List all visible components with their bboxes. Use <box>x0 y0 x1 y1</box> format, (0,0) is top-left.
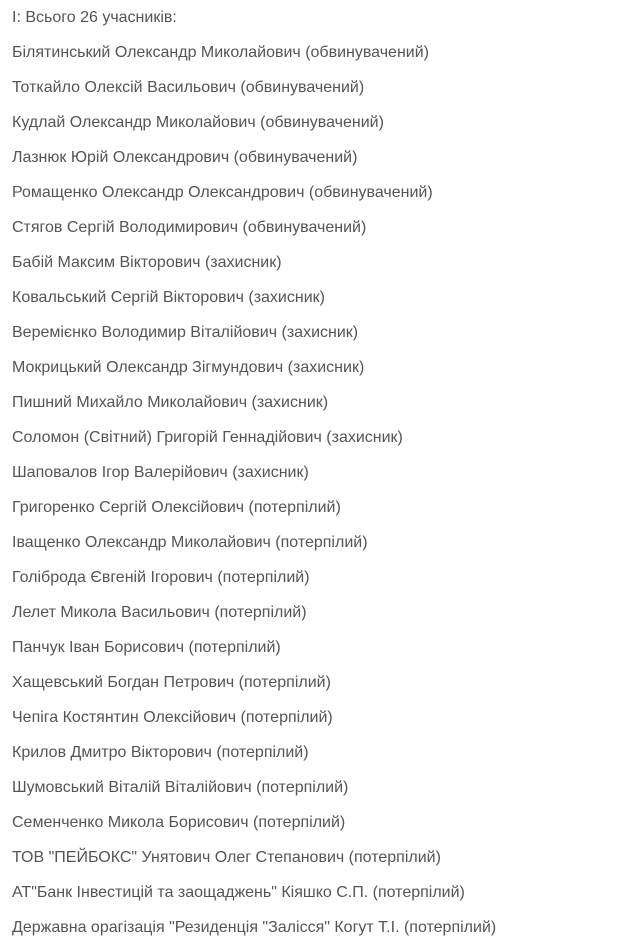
participant-line: Григоренко Сергій Олексійович (потерпілий) <box>12 499 341 516</box>
participant-line: АТ"Банк Інвестицій та заощаджень" Кіяшко С.П. (потерпілий) <box>12 884 465 901</box>
participant-line: Стягов Сергій Володимирович (обвинувачений) <box>12 219 367 236</box>
participant-line: Шумовський Віталій Віталійович (потерпілий) <box>12 779 349 796</box>
participant-line: Кудлай Олександр Миколайович (обвинувачений) <box>12 114 384 131</box>
participant-line: Тоткайло Олексій Васильович (обвинувачений) <box>12 79 365 96</box>
participant-line: Державна орагізація "Резиденція "Залісся" Когут Т.І. (потерпілий) <box>12 919 497 936</box>
participant-line: Ромащенко Олександр Олександрович (обвинувачений) <box>12 184 433 201</box>
participant-line: Пишний Михайло Миколайович (захисник) <box>12 394 329 411</box>
participant-line: Лелет Микола Васильович (потерпілий) <box>12 604 307 621</box>
participant-line: Голіброда Євгеній Ігорович (потерпілий) <box>12 569 310 586</box>
participant-line: Іващенко Олександр Миколайович (потерпілий) <box>12 534 368 551</box>
participant-line: Хащевський Богдан Петрович (потерпілий) <box>12 674 331 691</box>
participant-line: Соломон (Світний) Григорій Геннадійович (захисник) <box>12 429 403 446</box>
participant-line: Семенченко Микола Борисович (потерпілий) <box>12 814 346 831</box>
participants-count-header: І: Всього 26 учасників: <box>12 9 177 26</box>
participant-line: Ковальський Сергій Вікторович (захисник) <box>12 289 325 306</box>
participant-line: Шаповалов Ігор Валерійович (захисник) <box>12 464 309 481</box>
participant-line: ТОВ "ПЕЙБОКС" Унятович Олег Степанович (потерпілий) <box>12 849 441 866</box>
participant-line: Мокрицький Олександр Зігмундович (захисник) <box>12 359 365 376</box>
participant-line: Бабій Максим Вікторович (захисник) <box>12 254 282 271</box>
participant-line: Білятинський Олександр Миколайович (обвинувачений) <box>12 44 429 61</box>
participant-line: Лазнюк Юрій Олександрович (обвинувачений) <box>12 149 358 166</box>
participant-line: Веремієнко Володимир Віталійович (захисник) <box>12 324 359 341</box>
participant-line: Чепіга Костянтин Олексійович (потерпілий) <box>12 709 333 726</box>
participant-line: Панчук Іван Борисович (потерпілий) <box>12 639 281 656</box>
participants-list <box>12 35 641 945</box>
participant-line: Крилов Дмитро Вікторович (потерпілий) <box>12 744 309 761</box>
